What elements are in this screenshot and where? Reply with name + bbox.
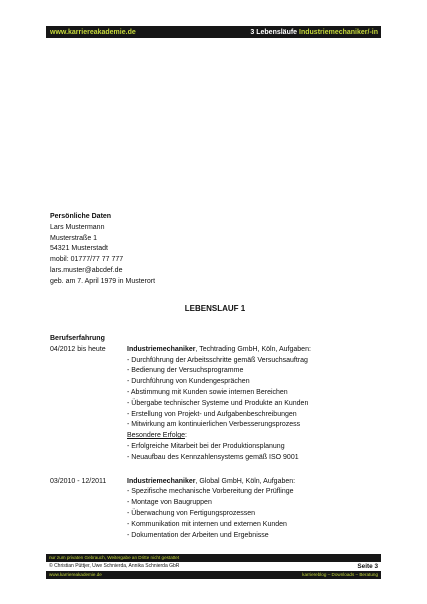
header-title-accent: Industriemechaniker/-in	[299, 28, 378, 36]
personal-data-heading: Persönliche Daten	[50, 213, 112, 220]
entry-body	[127, 477, 380, 542]
entry-task: - Bedienung der Versuchsprogramme	[127, 367, 244, 375]
page-number: Seite 3	[357, 563, 378, 570]
entry-task: - Kommunikation mit internen und externen Kunden	[127, 520, 287, 528]
entry-spacer	[50, 464, 380, 477]
success-label: Besondere Erfolge	[127, 432, 185, 440]
personal-name: Lars Mustermann	[50, 223, 105, 231]
personal-mobile: mobil: 01777/77 77 777	[50, 256, 124, 264]
entry-position	[127, 345, 380, 356]
entry-task: - Montage von Baugruppen	[127, 499, 212, 507]
entry-position	[127, 477, 380, 488]
entry-success: - Neuaufbau des Kennzahlensystems gemäß ISO 9001	[127, 453, 299, 461]
footer-notice: nur zum privaten Gebrauch, Weitergabe an Dritte nicht gestattet	[46, 554, 381, 562]
entry-task: - Spezifische mechanische Vorbereitung der Prüflinge	[127, 488, 294, 496]
personal-street: Musterstraße 1	[50, 234, 98, 242]
entry-task: - Übergabe technischer Systeme und Produkte an Kunden	[127, 399, 309, 407]
header-bar	[46, 26, 381, 38]
entry-company: , Techtrading GmbH, Köln, Aufgaben:	[195, 345, 311, 353]
entry-period: 04/2012 bis heute	[50, 345, 106, 353]
cv-title: LEBENSLAUF 1	[184, 304, 246, 313]
entry-task: - Abstimmung mit Kunden sowie internen Bereichen	[127, 388, 288, 396]
header-site-link[interactable]: www.karriereakademie.de	[50, 28, 136, 36]
footer-site-link[interactable]: www.karriereakademie.de	[49, 572, 102, 577]
entry-company: , Global GmbH, Köln, Aufgaben:	[195, 477, 296, 485]
entry-task: - Mitwirkung am kontinuierlichen Verbesserungsprozess	[127, 421, 301, 429]
entry-period: 03/2010 - 12/2011	[50, 477, 107, 485]
entry-task: - Erstellung von Projekt- und Aufgabenbeschreibungen	[127, 410, 297, 418]
personal-email: lars.muster@abcdef.de	[50, 266, 123, 274]
entry-success: - Erfolgreiche Mitarbeit bei der Produktionsplanung	[127, 442, 285, 450]
personal-birth: geb. am 7. April 1979 in Musterort	[50, 277, 156, 285]
entry-task: - Durchführung der Arbeitsschritte gemäß Versuchsauftrag	[127, 356, 308, 364]
footer-copyright-row	[46, 562, 381, 571]
header-title	[250, 29, 378, 36]
entry-task: - Überwachung von Fertigungsprozessen	[127, 509, 256, 517]
footer-links[interactable]: karriereblog – Downloads – Beratung	[302, 572, 378, 577]
success-heading	[127, 431, 380, 442]
personal-city: 54321 Musterstadt	[50, 245, 108, 253]
footer-copyright: © Christian Püttjer, Uwe Schnierda, Annika Schnierda GbR	[49, 563, 180, 569]
entry-role: Industriemechaniker	[127, 477, 196, 485]
entry-body	[127, 345, 380, 464]
experience-entry	[50, 345, 380, 464]
footer	[46, 554, 381, 579]
entry-task: - Durchführung von Kundengesprächen	[127, 378, 250, 386]
success-colon: :	[184, 432, 187, 440]
cv-body	[50, 334, 380, 541]
section-label: Berufserfahrung	[50, 335, 105, 342]
entry-task: - Dokumentation der Arbeiten und Ergebnisse	[127, 531, 269, 539]
footer-links-row	[46, 571, 381, 579]
experience-entry	[50, 477, 380, 542]
header-title-prefix: 3 Lebensläufe	[250, 28, 298, 36]
personal-data-block	[50, 212, 350, 288]
entry-role: Industriemechaniker	[127, 345, 196, 353]
